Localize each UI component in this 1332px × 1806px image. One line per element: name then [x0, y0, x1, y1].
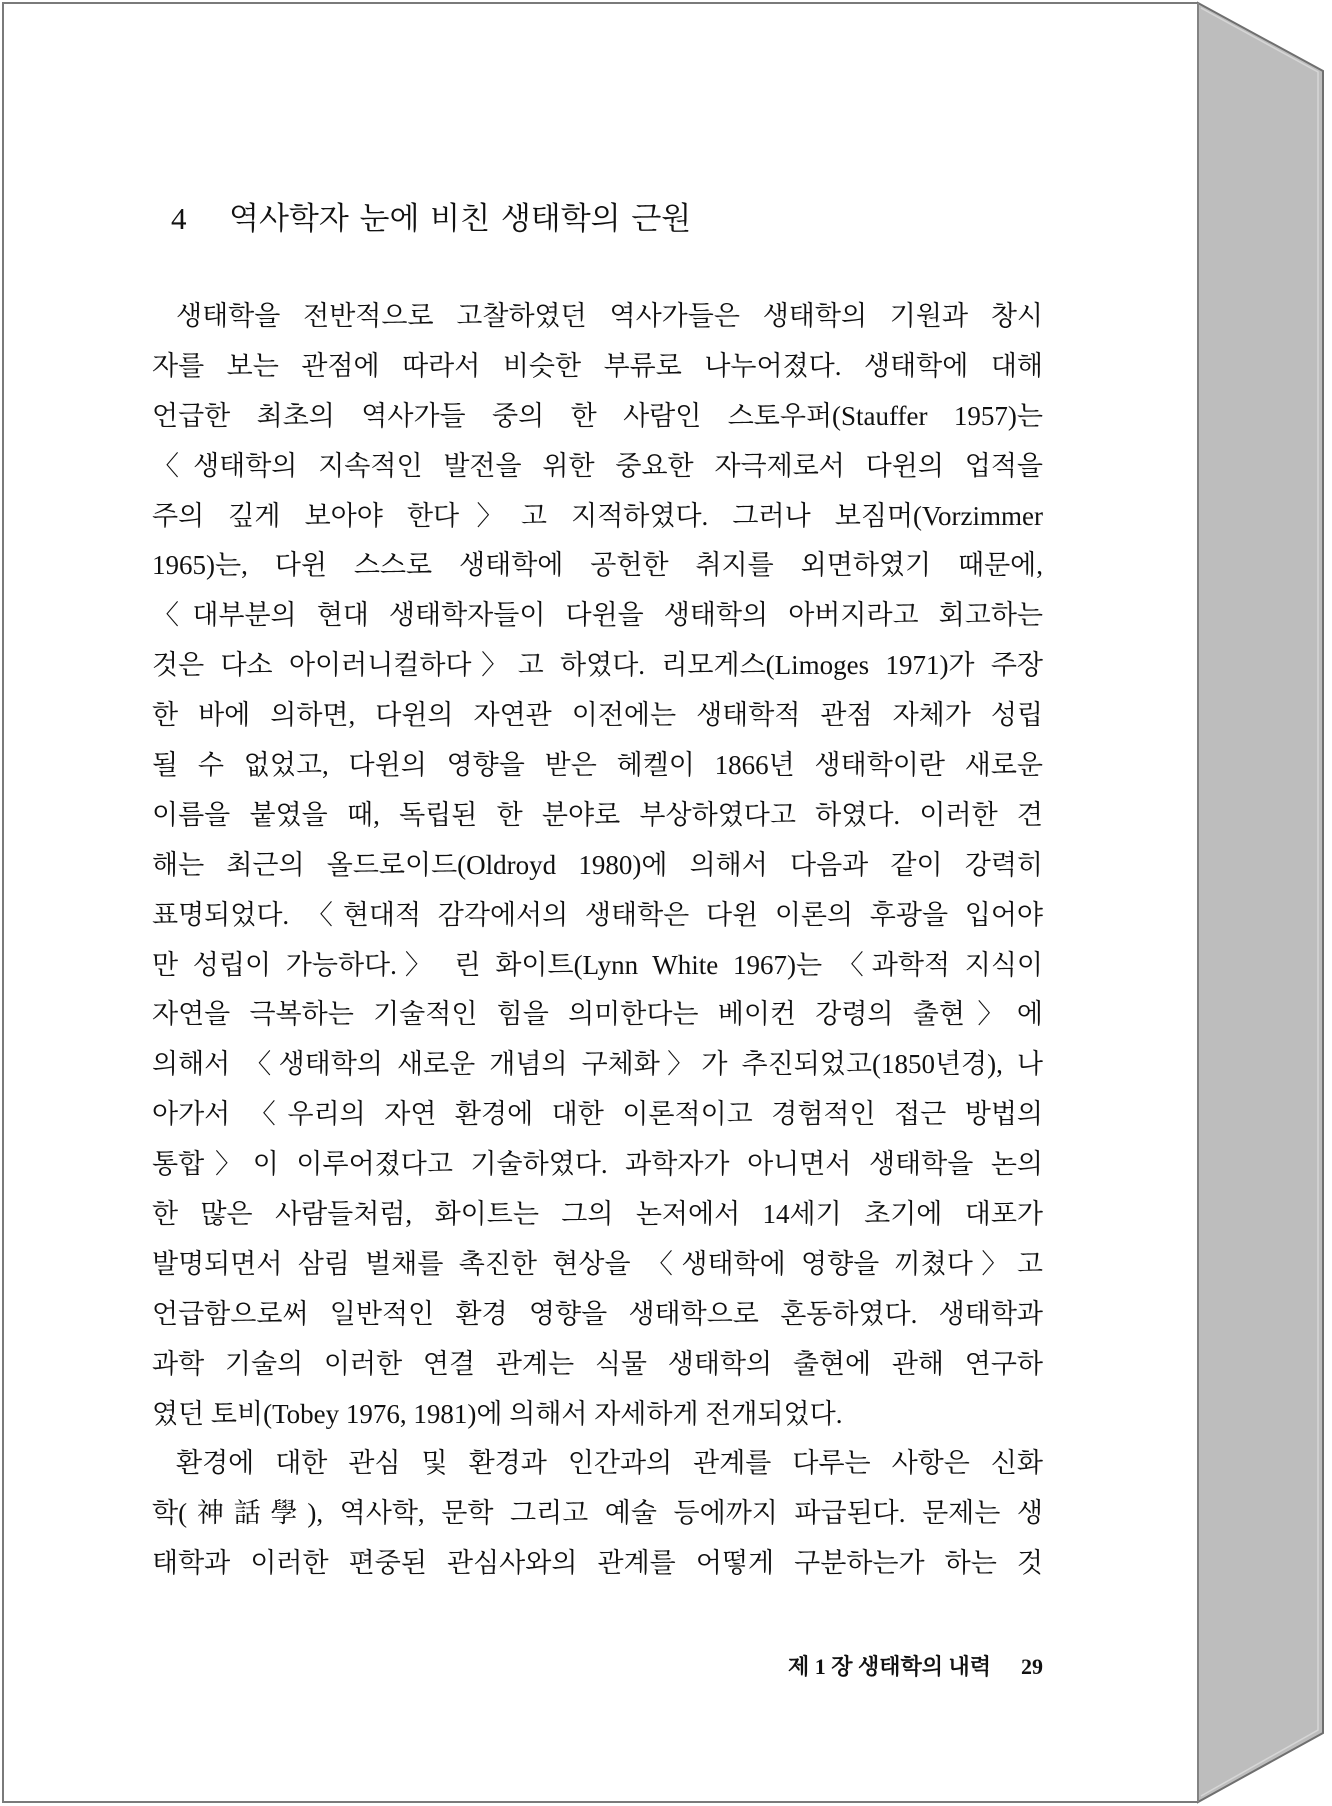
- section-number: 4: [171, 201, 187, 236]
- paragraph-line: 발명되면서 삼림 벌채를 촉진한 현상을 〈생태학에 영향을 끼쳤다〉고: [152, 1248, 1043, 1279]
- section-title: 역사학자 눈에 비친 생태학의 근원: [229, 201, 692, 236]
- paragraph-line: 것은 다소 아이러니컬하다〉고 하였다. 리모게스(Limoges 1971)가 주장: [152, 650, 1043, 681]
- paragraph-line: 1965)는, 다윈 스스로 생태학에 공헌한 취지를 외면하였기 때문에,: [152, 550, 1043, 581]
- paragraph-line: 해는 최근의 올드로이드(Oldroyd 1980)에 의해서 다음과 같이 강력히: [152, 849, 1043, 880]
- paragraph-line: 〈대부분의 현대 생태학자들이 다윈을 생태학의 아버지라고 회고하는: [152, 600, 1043, 631]
- book-side-shadow: [1201, 8, 1318, 1796]
- paragraph-line: 한 많은 사람들처럼, 화이트는 그의 논저에서 14세기 초기에 대포가: [152, 1199, 1043, 1230]
- book-side-edge: [1198, 3, 1323, 1802]
- body-text: [152, 292, 1043, 1589]
- paragraph-line: 학(神話學), 역사학, 문학 그리고 예술 등에까지 파급된다. 문제는 생: [152, 1498, 1043, 1529]
- paragraph-line: 태학과 이러한 편중된 관심사와의 관계를 어떻게 구분하는가 하는 것: [152, 1548, 1043, 1579]
- paragraph-line: 과학 기술의 이러한 연결 관계는 식물 생태학의 출현에 관해 연구하: [152, 1348, 1043, 1379]
- page-number: 29: [1021, 1654, 1043, 1679]
- paragraph-line: 였던 토비(Tobey 1976, 1981)에 의해서 자세하게 전개되었다.: [152, 1398, 843, 1429]
- paragraph-line: 자를 보는 관점에 따라서 비슷한 부류로 나누어졌다. 생태학에 대해: [152, 350, 1043, 381]
- paragraph-line: 〈생태학의 지속적인 발전을 위한 중요한 자극제로서 다윈의 업적을: [152, 450, 1043, 481]
- paragraph-line: 이름을 붙였을 때, 독립된 한 분야로 부상하였다고 하였다. 이러한 견: [152, 799, 1043, 830]
- paragraph-line: 만 성립이 가능하다.〉 린 화이트(Lynn White 1967)는 〈과학적 지식이: [152, 949, 1043, 980]
- running-footer-chapter: 제 1 장 생태학의 내력: [787, 1654, 991, 1679]
- paragraph-line: 통합〉이 이루어졌다고 기술하였다. 과학자가 아니면서 생태학을 논의: [152, 1149, 1043, 1180]
- paragraph-line: 언급함으로써 일반적인 환경 영향을 생태학으로 혼동하였다. 생태학과: [152, 1298, 1043, 1329]
- paragraph-line: 한 바에 의하면, 다윈의 자연관 이전에는 생태학적 관점 자체가 성립: [152, 700, 1043, 731]
- paragraph-line: 생태학을 전반적으로 고찰하였던 역사가들은 생태학의 기원과 창시: [176, 301, 1043, 331]
- paragraph-line: 의해서 〈생태학의 새로운 개념의 구체화〉가 추진되었고(1850년경), 나: [152, 1049, 1043, 1080]
- paragraph-line: 주의 깊게 보아야 한다〉고 지적하였다. 그러나 보짐머(Vorzimmer: [152, 500, 1043, 531]
- page-footer: [788, 1652, 1043, 1682]
- paragraph-line: 아가서 〈우리의 자연 환경에 대한 이론적이고 경험적인 접근 방법의: [152, 1099, 1043, 1130]
- paragraph-line: 환경에 대한 관심 및 환경과 인간과의 관계를 다루는 사항은 신화: [176, 1448, 1043, 1479]
- paragraph-line: 될 수 없었고, 다윈의 영향을 받은 헤켈이 1866년 생태학이란 새로운: [152, 750, 1043, 781]
- paragraph-line: 자연을 극복하는 기술적인 힘을 의미한다는 베이컨 강령의 출현〉에: [152, 999, 1043, 1030]
- paragraph-line: 표명되었다. 〈현대적 감각에서의 생태학은 다윈 이론의 후광을 입어야: [152, 899, 1043, 930]
- paragraph-line: 언급한 최초의 역사가들 중의 한 사람인 스토우퍼(Stauffer 1957)는: [152, 400, 1043, 431]
